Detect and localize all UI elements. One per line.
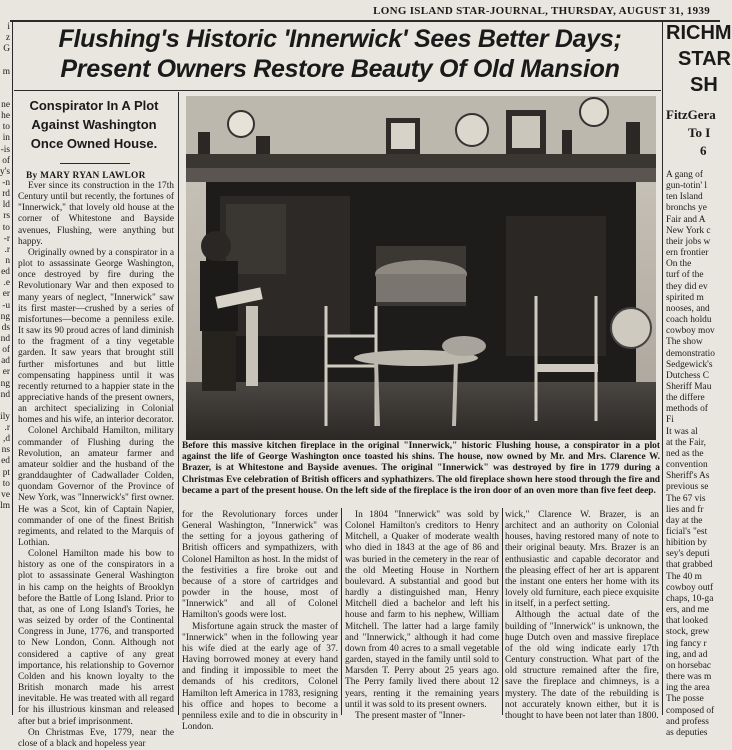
- adjacent-text-line: the differe: [666, 393, 705, 404]
- left-fragment-line: G: [3, 44, 10, 55]
- adjacent-text-line: lies and fr: [666, 504, 704, 515]
- headline-line-1: Flushing's Historic 'Innerwick' Sees Better Days;: [58, 25, 622, 53]
- adjacent-text-line: cowboy mov: [666, 326, 715, 337]
- left-fragment-line: u-: [2, 300, 10, 311]
- left-fragment-line: is-: [0, 144, 10, 155]
- adjacent-text-line: A gang of: [666, 170, 703, 180]
- adjacent-text-line: Dutchess C: [666, 370, 709, 381]
- adjacent-text-line: that looked: [666, 616, 708, 627]
- article-subhead: [18, 96, 170, 153]
- adjacent-text-line: Fair and A: [666, 214, 706, 225]
- col3-paragraph: The present master of "Inner-: [355, 710, 466, 721]
- adjacent-headline-2: STAR: [678, 48, 731, 70]
- article-column-1: [18, 181, 174, 749]
- adjacent-text-line: It was al: [666, 426, 698, 437]
- col2-paragraph: for the Revolutionary forces under General Washington, "Innerwick" was the setting for a joyous gathering of British officers and sympathizers, with Colonel Hamilton as host. In the midst of the festivities a fire broke out and because of a store of cartridges and powder in the house, most of "Innerwick" and all of Colonel Hamilton's goods were lost.: [182, 510, 338, 621]
- adjacent-text-line: The show: [666, 337, 703, 348]
- photo-caption: Before this massive kitchen fireplace in the original "Innerwick," historic Flushing house, a conspirator in a plot against the life of George Washington once toasted his shins. The house, now owned by Mr. and Mrs. Clarence W. Brazer, is at Whitestone and Bayside avenues. The original "Innerwick" was destroyed by fire in 1779 during a Christmas Eve celebration of British officers and syphathizers. The old fireplace shown here stood through the fire and became a part of the present house. On the left side of the fireplace is the iron door of an oven more than five feet deep.: [182, 441, 660, 496]
- adjacent-text-line: that grabbed: [666, 560, 713, 571]
- adjacent-text-line: convention: [666, 460, 708, 471]
- column-divider-left: [12, 22, 13, 715]
- left-fragment-line: to: [2, 478, 10, 489]
- col1-paragraph: Colonel Hamilton made his bow to history as one of the conspirators in a plot to assassinate General Washington in his camp on the heights of Brooklyn before the Battle of Long Island. Prior to that, as one of Long Island's Tories, he was seized by order of the Continental Congress in June, 1776, and transported to New London, Conn. Although not considered a captive of any great importance, his relationship to Governor Colden and his known loyalty to the British monarch made his arrest inevitable. He was treated with all regard for his illustrious kinsman and released after but a brief imprisonment.: [18, 549, 174, 727]
- col2-paragraph: Misfortune again struck the master of "Innerwick" when in the following year his wife died at the early age of 37. Having borrowed money at every hand and finding it impossible to meet the demands of his creditors, Colonel Hamilton left America in 1783, resigning his office and hopes to become a penniless exile and to die in obscurity in London.: [182, 621, 338, 732]
- adjacent-text-line: ing, and ad: [666, 649, 708, 660]
- adjacent-text-line: Sheriff Mau: [666, 381, 712, 392]
- left-fragment-line: to: [2, 122, 10, 133]
- left-fragment-line: ed: [1, 267, 10, 278]
- left-fragment-line: er: [2, 367, 10, 378]
- left-fragment-line: nd: [0, 389, 10, 400]
- left-column-fragment: [0, 22, 10, 712]
- adjacent-text-line: sey's deputi: [666, 549, 710, 560]
- left-fragment-line: nd: [0, 333, 10, 344]
- subhead-line-1: Conspirator In A Plot: [29, 98, 159, 113]
- adjacent-text-line: ern frontier: [666, 248, 709, 259]
- left-fragment-line: in: [2, 133, 10, 144]
- adjacent-text-line: they did ev: [666, 281, 708, 292]
- adjacent-text-line: The 67 vis: [666, 493, 706, 504]
- masthead: LONG ISLAND STAR-JOURNAL, THURSDAY, AUGUST 31, 1939: [373, 5, 710, 17]
- adjacent-text-line: On the: [666, 259, 692, 270]
- left-fragment-line: n-: [2, 177, 10, 188]
- adjacent-text-line: there was m: [666, 672, 712, 683]
- left-fragment-line: ng: [0, 378, 10, 389]
- adjacent-article-text: [666, 170, 720, 739]
- column-divider-2: [341, 508, 342, 715]
- adjacent-text-line: cowboy outf: [666, 582, 714, 593]
- adjacent-text-line: ten Island: [666, 192, 703, 203]
- adjacent-text-line: Fi: [666, 415, 674, 426]
- left-fragment-line: i: [7, 22, 10, 32]
- col1-paragraph: Ever since its construction in the 17th Century until but recently, the fortunes of "Innerwick," that lovely old house at the corner of Whitestone and Bayside avenues, Flushing, were anything but happy.: [18, 181, 174, 247]
- col4-paragraph: wick," Clarence W. Brazer, is an architect and an authority on Colonial houses, having restored many of note to their original beauty. Mrs. Brazer is an enthusiastic and capable decorator and the pleasing effect of her art is apparent the instant one enters her home with its lovely old furniture, each piece exquisite in itself, in a perfect setting.: [505, 510, 659, 610]
- fireplace-photo: [186, 96, 656, 440]
- article-column-2: [182, 510, 338, 732]
- adjacent-text-line: stock, grew: [666, 627, 710, 638]
- adjacent-text-line: composed of: [666, 705, 715, 716]
- headline-rule: [14, 90, 661, 91]
- col3-paragraph: In 1804 "Innerwick" was sold by Colonel Hamilton's creditors to Henry Mitchell, a Quaker of moderate wealth who died in 1843 at the age of 86 and was buried in the cemetery in the rear of the old Meeting House in Northern boulevard. A substantial and good but hardly a distinguished man, Henry Mitchell died a bachelor and left his house and farm to his nephew, William Mitchell. The latter had a large family and "Innerwick," although it had come down from 40 acres to a small vegetable garden, stayed in the family until sold to Marsden T. Perry about 25 years ago. The Perry family lived there about 12 years, renting it the remaining years until it was sold to its present owners.: [345, 510, 499, 710]
- article-column-3: [345, 510, 499, 721]
- adjacent-text-line: New York c: [666, 225, 711, 236]
- left-fragment-line: pt: [2, 467, 10, 478]
- left-fragment-line: y's: [0, 166, 10, 177]
- adjacent-text-line: methods of: [666, 404, 708, 415]
- article-headline: [20, 24, 660, 84]
- adjacent-subhead-1: FitzGera: [666, 107, 716, 122]
- left-fragment-line: he: [1, 111, 10, 122]
- adjacent-article-column: [666, 20, 732, 738]
- adjacent-text-line: previous se: [666, 482, 709, 493]
- adjacent-text-line: Sedgewick's: [666, 359, 713, 370]
- left-fragment-line: z: [5, 33, 10, 44]
- adjacent-text-line: on horsebac: [666, 660, 712, 671]
- adjacent-subhead-3: 6: [700, 143, 707, 158]
- left-fragment-line: ng: [0, 311, 10, 322]
- adjacent-text-line: ing the area: [666, 683, 710, 694]
- left-fragment-line: e.: [3, 278, 10, 289]
- left-fragment-line: lm: [0, 501, 10, 512]
- adjacent-text-line: hibition by: [666, 538, 707, 549]
- col1-paragraph: On Christmas Eve, 1779, near the close of a black and hopeless year: [18, 727, 174, 749]
- adjacent-text-line: The 40 m: [666, 571, 702, 582]
- adjacent-text-line: gun-totin' l: [666, 181, 708, 192]
- left-fragment-line: [0, 89, 10, 100]
- subhead-line-2: Against Washington: [31, 117, 157, 132]
- col4-paragraph: Although the actual date of the building of "Innerwick" is unknown, the huge Dutch oven and massive fireplace of the old wing indicate early 17th Century construction. What part of the old structure remained after the fire, save the fireplace and chimneys, is a mystery. The date of the rebuilding is not accurately known either, but it is thought to have been not later than 1800.: [505, 610, 659, 721]
- left-fragment-line: ne: [1, 99, 10, 110]
- adjacent-text-line: demonstratio: [666, 348, 715, 359]
- column-divider-3: [502, 508, 503, 715]
- left-fragment-line: ed: [1, 456, 10, 467]
- adjacent-text-line: ned as the: [666, 448, 704, 459]
- adjacent-text-line: bronchs ye: [666, 203, 707, 214]
- article-column-4: [505, 510, 659, 721]
- left-fragment-line: ve: [1, 489, 10, 500]
- left-fragment-line: rd: [2, 189, 10, 200]
- adjacent-text-line: at the Fair,: [666, 437, 706, 448]
- left-fragment-line: er: [2, 289, 10, 300]
- adjacent-text-line: The posse: [666, 694, 704, 705]
- left-fragment-line: r.: [4, 423, 10, 434]
- left-fragment-line: m: [2, 66, 10, 77]
- masthead-rule: [10, 20, 720, 22]
- adjacent-subhead-2: To I: [688, 125, 711, 140]
- adjacent-text-line: ficial's "est: [666, 527, 708, 537]
- adjacent-text-line: their jobs w: [666, 236, 711, 247]
- adjacent-text-line: turf of the: [666, 270, 704, 281]
- column-divider-right: [662, 22, 663, 715]
- left-fragment-line: ns: [1, 445, 10, 456]
- subhead-line-3: Once Owned House.: [30, 136, 158, 151]
- adjacent-headline-1: RICHM: [666, 22, 732, 44]
- col1-paragraph: Colonel Archibald Hamilton, military commander of Flushing during the Revolution, an amateur farmer and amateur soldier and the husband of the granddaughter of Cadwallader Colden, quondam Governor of the Province of New York, was "Innerwick's" first owner. He was a Scot, kin of Captain Napier, commander of one of the finest British regiments, and related to the Marquis of Lothian.: [18, 426, 174, 548]
- left-fragment-line: n: [5, 255, 10, 266]
- left-fragment-line: [0, 78, 10, 89]
- adjacent-text-line: spirited m: [666, 292, 704, 303]
- adjacent-text-line: nooses, and: [666, 303, 710, 314]
- adjacent-text-line: coach holdu: [666, 315, 712, 326]
- left-fragment-line: rs: [3, 211, 10, 222]
- left-fragment-line: to: [2, 222, 10, 233]
- left-fragment-line: [0, 55, 10, 66]
- column-divider-1: [178, 92, 179, 715]
- byline: By MARY RYAN LAWLOR: [26, 171, 146, 181]
- subhead-rule: [60, 163, 130, 164]
- left-fragment-line: of: [2, 155, 10, 166]
- adjacent-text-line: day at the: [666, 515, 703, 526]
- col1-paragraph: Originally owned by a conspirator in a plot to assassinate George Washington, once destroyed by fire during the Revolutionary War and then exposed to many years of neglect, "Innerwick" saw its first master—crushed by a series of misfortunes—become a penniless exile. It saw its 90 proud acres of land diminish to the fragment of a tiny vegetable garden. It saw years that brought still further misfortunes and but little compensating happiness until it was recently returned to a happier state in the appreciative hands of the present owners, an architect specializing in Colonial homes and his wife, an interior decorator.: [18, 247, 174, 426]
- left-fragment-line: ad: [1, 356, 10, 367]
- adjacent-text-line: Sheriff's As: [666, 471, 710, 482]
- left-fragment-line: [0, 401, 10, 412]
- left-fragment-line: r.: [4, 244, 10, 255]
- headline-line-2: Present Owners Restore Beauty Of Old Mansion: [60, 55, 620, 83]
- adjacent-text-line: as deputies: [666, 727, 708, 738]
- adjacent-text-line: and profess: [666, 716, 709, 727]
- left-fragment-line: ds: [1, 322, 10, 333]
- adjacent-text-line: chaps, 10-ga: [666, 593, 714, 604]
- left-fragment-line: of: [2, 345, 10, 356]
- adjacent-headline-3: SH: [690, 74, 718, 96]
- left-fragment-line: d,: [2, 434, 10, 445]
- left-fragment-line: ld: [2, 200, 10, 211]
- adjacent-text-line: ing fancy r: [666, 638, 707, 649]
- left-fragment-line: ily: [0, 411, 10, 422]
- left-fragment-line: r-: [3, 233, 10, 244]
- adjacent-text-line: ers, and me: [666, 605, 709, 616]
